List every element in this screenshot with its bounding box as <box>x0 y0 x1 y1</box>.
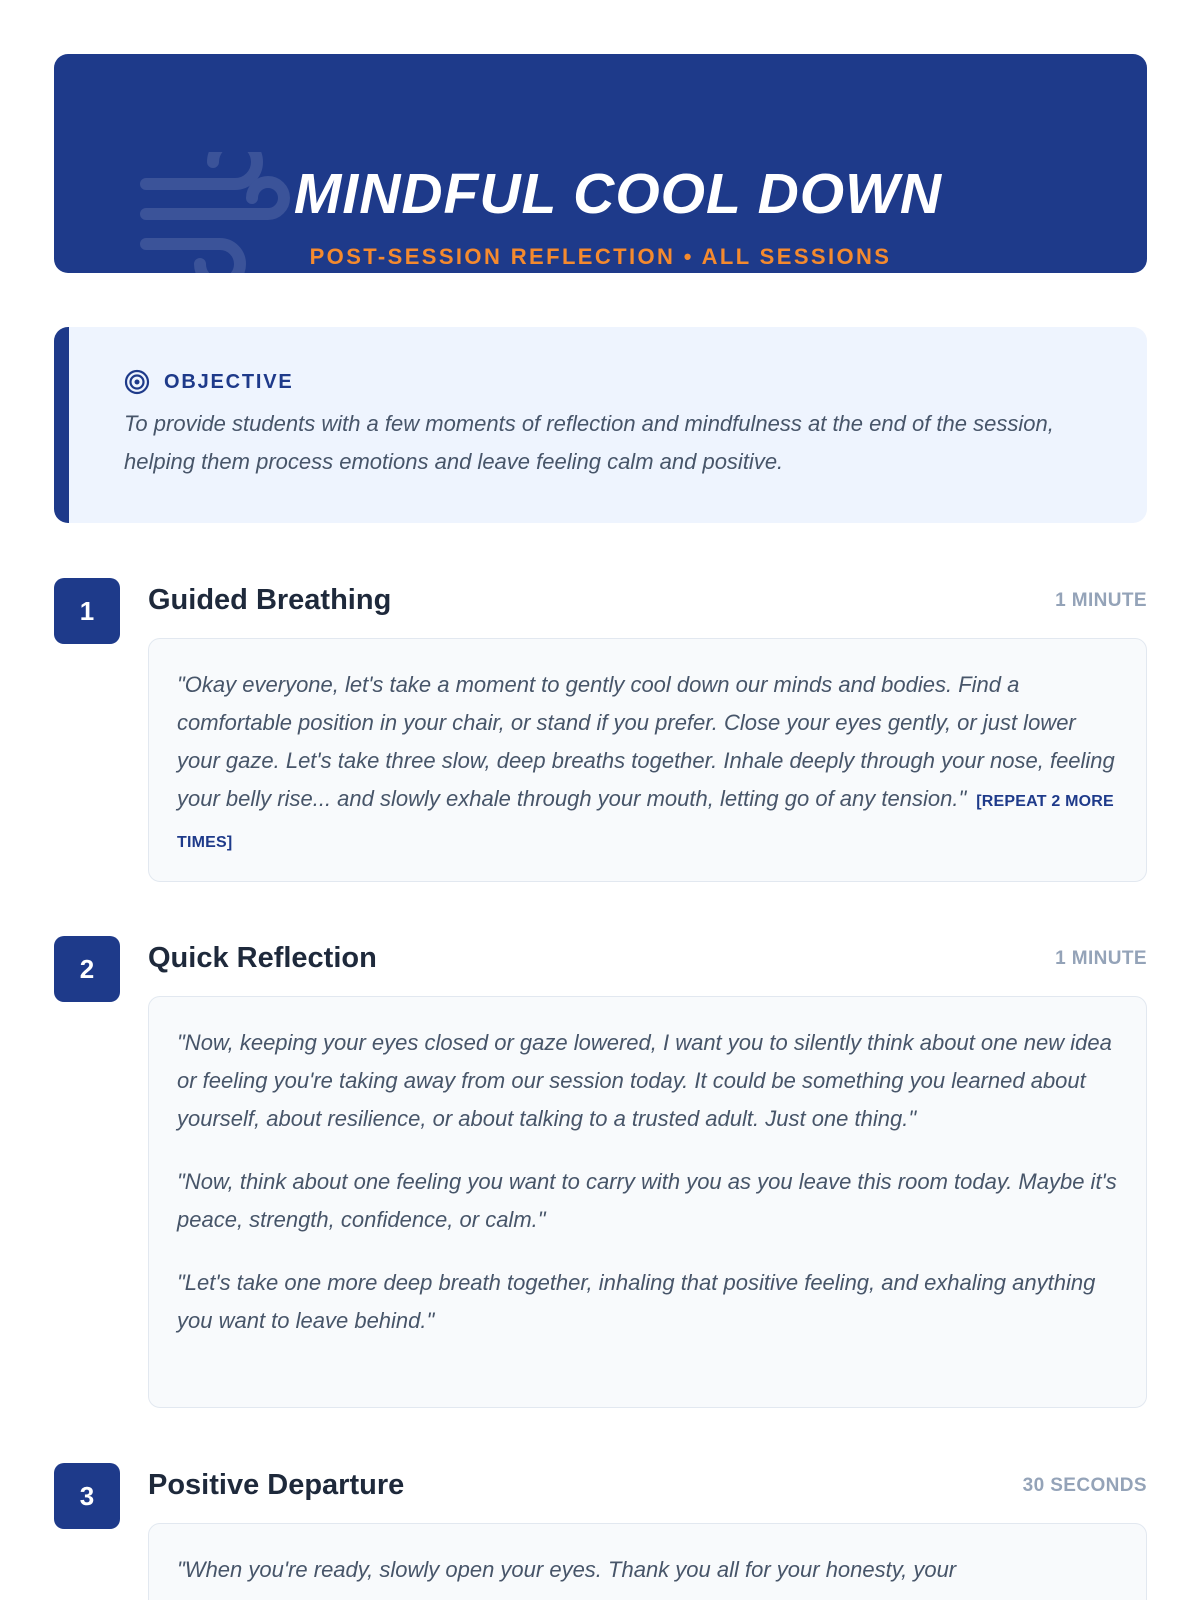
objective-label: OBJECTIVE <box>164 370 294 393</box>
script-quote: "Let's take one more deep breath together, inhaling that positive feeling, and exhaling anything you want to leave behind." <box>177 1270 1096 1333</box>
step-number-badge: 2 <box>54 936 120 1002</box>
step-script-card <box>148 996 1147 1408</box>
step-title: Quick Reflection <box>148 942 377 974</box>
target-icon <box>124 369 150 395</box>
script-quote: "Now, keeping your eyes closed or gaze lowered, I want you to silently think about one new idea or feeling you're taking away from our session today. It could be something you learned about yourself, about resilience, or about talking to a trusted adult. Just one thing." <box>177 1030 1112 1131</box>
step-duration: 1 MINUTE <box>1055 590 1147 611</box>
step-duration: 30 SECONDS <box>1022 1475 1147 1496</box>
step-duration: 1 MINUTE <box>1055 948 1147 969</box>
objective-header <box>124 369 294 395</box>
objective-box <box>54 327 1147 523</box>
header-banner <box>54 54 1147 273</box>
objective-text: To provide students with a few moments of reflection and mindfulness at the end of the session, helping them process emotions and leave feeling calm and positive. <box>124 411 1054 474</box>
script-quote-text: "Okay everyone, let's take a moment to gently cool down our minds and bodies. Find a comfortable position in your chair, or stand if you prefer. Close your eyes gently, or just lower your gaze. Let's take three slow, deep breaths together. Inhale deeply through your nose, feeling your belly rise... and slowly exhale through your mouth, letting go of any tension." <box>177 672 1115 811</box>
step-title: Guided Breathing <box>148 584 392 616</box>
script-quote: "Now, think about one feeling you want to carry with you as you leave this room today. Maybe it's peace, strength, confidence, or calm." <box>177 1169 1117 1232</box>
step-number-badge: 1 <box>54 578 120 644</box>
step-script-card <box>148 1523 1147 1600</box>
step-title: Positive Departure <box>148 1469 405 1501</box>
script-quote <box>177 666 1120 862</box>
page-title: MINDFUL COOL DOWN <box>293 162 943 226</box>
page-subtitle: POST-SESSION REFLECTION • ALL SESSIONS <box>309 244 892 269</box>
repeat-instruction: [REPEAT 2 MORE TIMES] <box>177 793 1114 851</box>
script-quote: "When you're ready, slowly open your eyes. Thank you all for your honesty, your <box>177 1557 957 1582</box>
step-number-badge: 3 <box>54 1463 120 1529</box>
step-script-card <box>148 638 1147 882</box>
